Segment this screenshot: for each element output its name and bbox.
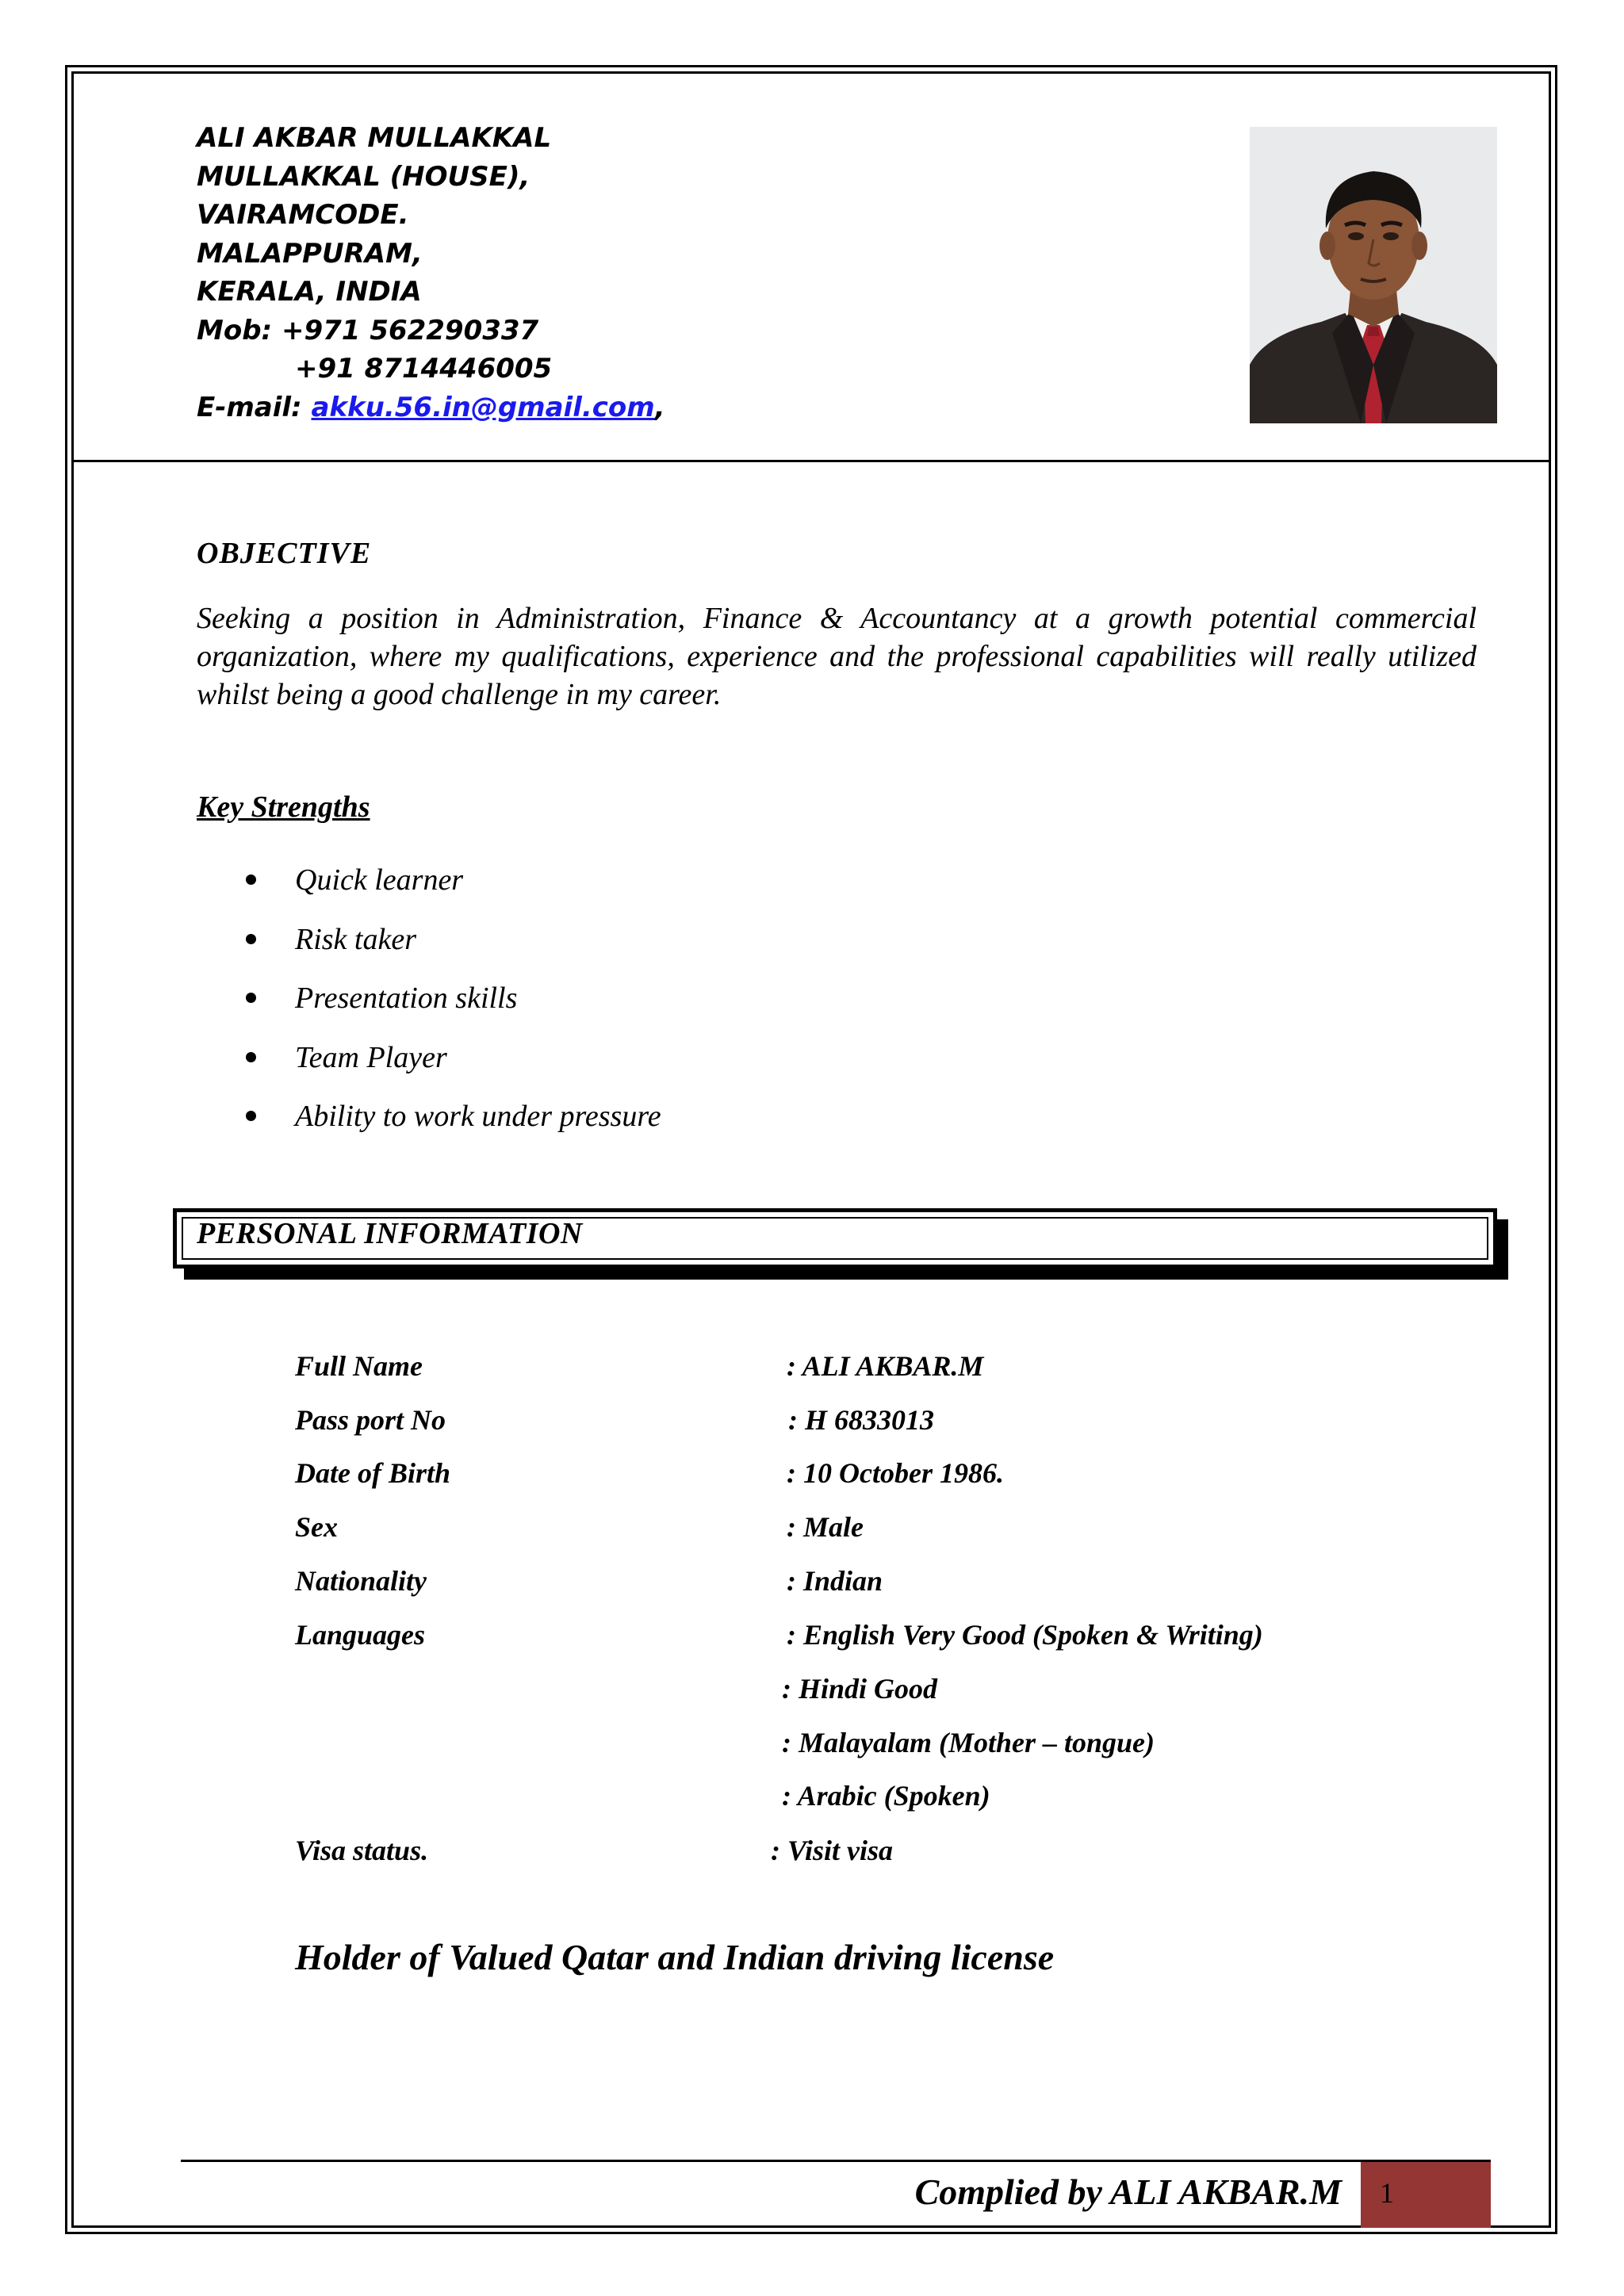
address-place: VAIRAMCODE.: [197, 199, 409, 231]
objective-text: Seeking a position in Administration, Finance & Accountancy at a growth potential commercial organization, where my qualifications, experience and the professional capabilities will really utilized whilst being a good challenge in my career.: [197, 602, 1477, 711]
mobile-number-1: +971 562290337: [281, 314, 539, 346]
info-label: Pass port No: [295, 1404, 446, 1436]
info-value: : 10 October 1986.: [787, 1457, 1004, 1489]
mobile-label: Mob:: [197, 314, 273, 346]
email-line: [197, 388, 665, 427]
bullet-icon: [246, 1111, 256, 1121]
email-suffix: ,: [654, 391, 665, 423]
strength-label: Quick learner: [295, 863, 464, 897]
key-strengths-heading: Key Strengths: [197, 790, 370, 824]
email-label: E-mail:: [197, 391, 302, 423]
strength-label: Team Player: [295, 1040, 447, 1074]
key-strengths-list: [197, 863, 661, 1158]
strength-label: Presentation skills: [295, 982, 518, 1015]
info-label: Full Name: [295, 1350, 423, 1382]
info-label: Languages: [295, 1619, 426, 1651]
info-label: Date of Birth: [295, 1457, 451, 1489]
email-link[interactable]: akku.56.in@gmail.com: [311, 391, 655, 423]
strength-label: Risk taker: [295, 922, 417, 956]
info-value: : Arabic (Spoken): [782, 1780, 990, 1812]
page-number-box: [1361, 2162, 1491, 2228]
footer-compiled-by: Complied by ALI AKBAR.M: [914, 2172, 1342, 2212]
strength-label: Ability to work under pressure: [295, 1100, 661, 1133]
info-value: : Male: [787, 1511, 864, 1543]
footer-rule: [181, 2160, 1491, 2162]
info-value: : English Very Good (Spoken & Writing): [787, 1619, 1263, 1651]
list-item: [197, 1099, 661, 1158]
bullet-icon: [246, 934, 256, 944]
page-number: 1: [1380, 2177, 1394, 2209]
header-divider: [71, 460, 1551, 462]
driving-license-note: Holder of Valued Qatar and Indian driving license: [295, 1937, 1055, 1977]
candidate-name: ALI AKBAR MULLAKKAL: [197, 122, 552, 154]
mobile-line-1: [197, 312, 665, 350]
list-item: [197, 922, 661, 982]
info-label: Sex: [295, 1511, 338, 1543]
list-item: [197, 981, 661, 1040]
personal-info-heading: PERSONAL INFORMATION: [197, 1217, 583, 1250]
info-value: : Indian: [787, 1565, 883, 1597]
info-label: Visa status.: [295, 1835, 429, 1866]
address-state-country: KERALA, INDIA: [197, 276, 422, 308]
objective-heading: OBJECTIVE: [197, 537, 372, 570]
contact-block: [197, 119, 665, 427]
mobile-number-2: +91 8714446005: [295, 353, 553, 385]
info-label: Nationality: [295, 1565, 427, 1597]
info-value: : Malayalam (Mother – tongue): [782, 1727, 1155, 1758]
bullet-icon: [246, 1052, 256, 1062]
info-value: : Visit visa: [771, 1835, 894, 1866]
address-house: MULLAKKAL (HOUSE),: [197, 160, 530, 193]
list-item: [197, 863, 661, 922]
profile-photo: [1250, 127, 1497, 423]
bullet-icon: [246, 874, 256, 885]
bullet-icon: [246, 993, 256, 1003]
list-item: [197, 1040, 661, 1100]
info-value: : Hindi Good: [782, 1673, 938, 1705]
address-district: MALAPPURAM,: [197, 237, 423, 270]
info-value: : ALI AKBAR.M: [787, 1350, 984, 1382]
info-value: : H 6833013: [788, 1404, 934, 1436]
